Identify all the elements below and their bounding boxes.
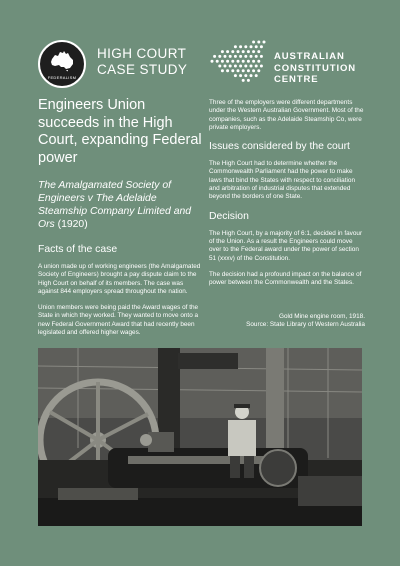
decision-paragraph-2: The decision had a profound impact on the balance of power between the Commonwealth and the States. (209, 270, 362, 287)
facts-paragraph-1: A union made up of working engineers (the Amalgamated Society of Engineers) brought a pay dispute claim to the High Court on behalf of its members. The case was against 844 employers spread throughout the nation. (38, 263, 201, 295)
australia-map-icon (49, 50, 75, 72)
decision-paragraph-1: The High Court, by a majority of 6:1, decided in favour of the Union. As a result the Engineers could move over to the Federal award under the power of section 51 (xxxv) of the Constitution. (209, 229, 363, 262)
right-column (209, 99, 365, 295)
caption-line-1: Gold Mine engine room, 1918. (279, 313, 365, 320)
case-name (38, 179, 204, 231)
badge-label: FEDERALISM (47, 75, 77, 80)
org-line-1: AUSTRALIAN (274, 51, 345, 62)
issues-paragraph: The High Court had to determine whether the Commonwealth Parliament had the power to make laws that bind the States with respect to conciliation and arbitration of industrial disputes that extended beyond the borders of one State. (209, 160, 355, 201)
case-study-line-1: HIGH COURT (97, 46, 187, 61)
case-name-text: The Amalgamated Society of Engineers v The Adelaide Steamship Company Limited and Ors (38, 180, 192, 230)
org-line-2: CONSTITUTION (274, 62, 357, 74)
case-study-title (97, 46, 187, 78)
engine-room-illustration (38, 348, 362, 526)
facts-paragraph-3: Three of the employers were different departments under the Western Australian Government. Most of the companies, such as the Adelaide Steamship Co, were private employers. (209, 99, 364, 131)
issues-heading: Issues considered by the court (209, 141, 350, 153)
headline: Engineers Union succeeds in the High Court, expanding Federal power (38, 97, 202, 166)
facts-heading: Facts of the case (38, 244, 118, 255)
left-column (38, 97, 204, 345)
case-year: (1920) (57, 219, 88, 230)
constitution-centre-logo-icon (208, 38, 268, 84)
facts-paragraph-2: Union members were being paid the Award wages of the State in which they worked. They wanted to move onto a new Federal Government Award that had recently been legislated and offered higher wages. (38, 304, 199, 337)
org-line-3: CENTRE (274, 74, 319, 85)
federalism-badge (38, 40, 86, 88)
case-study-line-2: CASE STUDY (97, 62, 188, 77)
caption-line-2: Source: State Library of Western Australia (246, 321, 365, 329)
photo-caption (209, 313, 365, 330)
organisation-name (274, 51, 356, 86)
decision-heading: Decision (209, 210, 249, 222)
engine-room-photo (38, 348, 362, 526)
